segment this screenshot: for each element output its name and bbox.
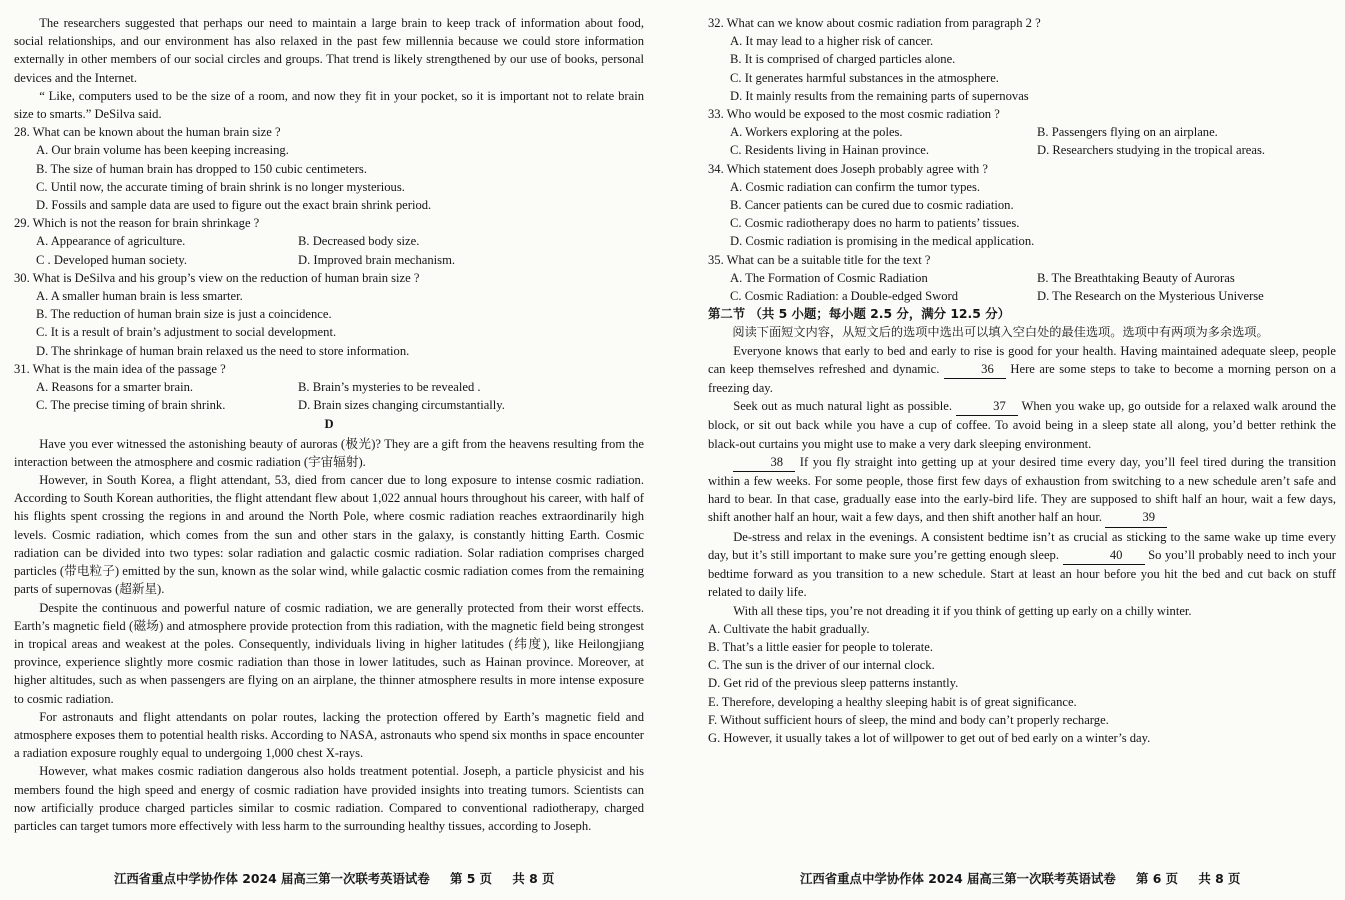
choice-c: C. The sun is the driver of our internal clock.: [708, 658, 935, 673]
passage-letter: D: [324, 417, 334, 432]
exam-title: 江西省重点中学协作体 2024 届高三第一次联考英语试卷: [800, 871, 1116, 886]
question-31: [14, 360, 644, 415]
option-d: D. The shrinkage of human brain relaxed us the need to store information.: [36, 343, 410, 358]
question-stem: 29. Which is not the reason for brain shrinkage ?: [14, 216, 260, 231]
question-stem: 31. What is the main idea of the passage ?: [14, 361, 226, 376]
footer-left: [114, 870, 570, 888]
cloze-paragraph-5: With all these tips, you’re not dreading it if you think of getting up early on a chilly winter.: [733, 603, 1192, 618]
option-b: B. Brain’s mysteries to be revealed .: [298, 380, 481, 395]
cloze-text: When you wake up, go outside for a relaxed walk around the block, or sit out back while you have a cup of coffee. To avoid being in a sleep state all along, you’d better rethink the black-out curtains you might use to make a very dark sleeping environment.: [708, 399, 1337, 451]
cloze-text: So you’ll probably need to inch your bedtime forward as you transition to a new schedule. Start at least an hour before you hit the bed and cut back on stuff related to daily life.: [708, 547, 1336, 600]
footer-right: [800, 870, 1256, 888]
option-b: B. The size of human brain has dropped to 150 cubic centimeters.: [36, 161, 367, 176]
option-c: C. Until now, the accurate timing of brain shrink is no longer mysterious.: [36, 179, 405, 194]
question-33: [708, 105, 1336, 160]
option-d: D. The Research on the Mysterious Universe: [1037, 289, 1264, 304]
option-d: D. Brain sizes changing circumstantially.: [298, 398, 505, 413]
passage-d-paragraph: Despite the continuous and powerful nature of cosmic radiation, we are generally protected from their worst effects. Earth’s magnetic field (磁场) and atmosphere provide protection from this radiation, with the magnetic field being strongest in tropical areas and weakest at the poles. Consequently, individuals living in higher latitudes (纬度), like Heilongjiang province, experience slightly more cosmic radiation than those in lower latitudes, such as Hainan province. Moreover, at higher altitudes, such as when passengers are flying on an airplane, the thinner atmosphere results in more intense exposure to cosmic radiation.: [14, 600, 644, 706]
question-stem: 28. What can be known about the human brain size ?: [14, 125, 281, 140]
option-a: A. Our brain volume has been keeping increasing.: [36, 143, 289, 158]
blank-40: 40: [1063, 546, 1145, 565]
question-35: [708, 251, 1336, 306]
option-a: A. A smaller human brain is less smarter.: [36, 289, 243, 304]
cloze-text: If you fly straight into getting up at your desired time every day, you’ll feel tired during the transition within a few weeks. For some people, those first few days of exhaustion from switching to a new schedule aren’t safe and hard to bear. In that case, gradually ease into the early-bird life. They are supposed to shift half an hour, wait a few days, shift another half an hour, wait a few days, and then shift another half an hour.: [708, 454, 1337, 525]
option-c: C. It is a result of brain’s adjustment to social development.: [36, 325, 337, 340]
question-29: [14, 214, 644, 269]
question-28: [14, 123, 644, 214]
option-a: A. Workers exploring at the poles.: [730, 125, 903, 140]
cloze-text: Here are some steps to take to become a morning person on a freezing day.: [708, 361, 1336, 396]
option-a: A. It may lead to a higher risk of cancer.: [730, 34, 934, 49]
page-total: 共 8 页: [512, 871, 555, 886]
option-d: D. Researchers studying in the tropical areas.: [1037, 143, 1266, 158]
passage-d-paragraph: However, what makes cosmic radiation dangerous also holds treatment potential. Joseph, a particle physicist and his members found the high speed and energy of cosmic radiation have provided insights into treating tumors. Scientists can now artificially produce charged particles similar to cosmic radiation. Compared to conventional radiotherapy, charged particles can target tumors more effectively with less harm to the surrounding healthy tissues, according to Joseph.: [14, 764, 644, 833]
intro-paragraph-1: The researchers suggested that perhaps our need to maintain a large brain to keep track of information about food, social relationships, and our environment has also relaxed in the past few millennia because we could store information externally in other members of our social circles and groups. That trend is likely strengthened by our use of books, personal devices and the Internet.: [14, 16, 644, 85]
option-b: B. The Breathtaking Beauty of Auroras: [1037, 270, 1235, 285]
option-a: A. Cosmic radiation can confirm the tumor types.: [730, 179, 981, 194]
option-d: D. It mainly results from the remaining parts of supernovas: [730, 88, 1029, 103]
exam-title: 江西省重点中学协作体 2024 届高三第一次联考英语试卷: [114, 871, 430, 886]
option-c: C. Residents living in Hainan province.: [730, 143, 930, 158]
choice-a: A. Cultivate the habit gradually.: [708, 621, 870, 636]
option-c: C. Cosmic Radiation: a Double-edged Sword: [730, 289, 959, 304]
option-d: D. Cosmic radiation is promising in the medical application.: [730, 234, 1035, 249]
section-instruction: 阅读下面短文内容，从短文后的选项中选出可以填入空白处的最佳选项。选项中有两项为多余选项。: [732, 325, 1269, 340]
passage-d-paragraph: However, in South Korea, a flight attendant, 53, died from cancer due to long exposure to intense cosmic radiation. According to South Korean authorities, the flight attendant flew about 1,022 annual hours throughout his career, with half of his flights spent crossing the regions in and around the North Pole, where cosmic radiation reaches extraordinarily high levels. Cosmic radiation, which comes from the sun and other stars in the galaxy, is constantly hitting Earth. Cosmic radiation can be divided into two types: solar radiation and galactic cosmic radiation. Solar radiation comprises charged particles (带电粒子) emitted by the sun, known as the solar wind, while galactic cosmic radiation comes from the remaining parts of supernovas (超新星).: [14, 473, 644, 597]
cloze-text: Seek out as much natural light as possible.: [733, 399, 953, 414]
passage-d-paragraph: Have you ever witnessed the astonishing beauty of auroras (极光)? They are a gift from the heavens resulting from the interaction between the atmosphere and cosmic radiation (宇宙辐射).: [14, 436, 644, 469]
right-page: [708, 14, 1336, 747]
option-a: A. Appearance of agriculture.: [36, 234, 186, 249]
blank-39: 39: [1105, 508, 1167, 527]
option-a: A. The Formation of Cosmic Radiation: [730, 270, 928, 285]
cloze-paragraph-1: [708, 342, 1336, 398]
option-c: C. Cosmic radiotherapy does no harm to patients’ tissues.: [730, 216, 1020, 231]
option-a: A. Reasons for a smarter brain.: [36, 380, 194, 395]
option-b: B. Passengers flying on an airplane.: [1037, 125, 1218, 140]
choice-b: B. That’s a little easier for people to tolerate.: [708, 639, 933, 654]
cloze-paragraph-2: [708, 397, 1336, 453]
intro-paragraph-2: “ Like, computers used to be the size of a room, and now they fit in your pocket, so it is important not to relate brain size to smarts.” DeSilva said.: [14, 88, 644, 122]
cloze-text: De-stress and relax in the evenings. A consistent bedtime isn’t as crucial as sticking to the same wake up time every day, but it’s still important to make sure you’re getting enough sleep.: [708, 529, 1336, 562]
page-number: 第 5 页: [450, 871, 493, 886]
option-d: D. Improved brain mechanism.: [298, 252, 456, 267]
section-heading: 第二节 （共 5 小题；每小题 2.5 分，满分 12.5 分）: [708, 306, 1010, 322]
blank-38: 38: [733, 453, 795, 472]
left-page: [14, 14, 644, 835]
question-stem: 34. Which statement does Joseph probably agree with ?: [708, 161, 988, 176]
choice-list: [708, 620, 1336, 747]
cloze-text: Everyone knows that early to bed and early to rise is good for your health. Having maintained adequate sleep, people can keep themselves refreshed and dynamic.: [708, 343, 1336, 376]
choice-e: E. Therefore, developing a healthy sleeping habit is of great significance.: [708, 694, 1077, 709]
option-b: B. Decreased body size.: [298, 234, 420, 249]
option-b: B. It is comprised of charged particles alone.: [730, 52, 956, 67]
option-b: B. Cancer patients can be cured due to cosmic radiation.: [730, 198, 1014, 213]
blank-37: 37: [956, 397, 1018, 416]
option-c: C. It generates harmful substances in the atmosphere.: [730, 70, 999, 85]
option-c: C. The precise timing of brain shrink.: [36, 398, 226, 413]
choice-f: F. Without sufficient hours of sleep, the mind and body can’t properly recharge.: [708, 712, 1109, 727]
passage-d-paragraph: For astronauts and flight attendants on polar routes, lacking the protection offered by Earth’s magnetic field and atmosphere exposes them to potential health risks. According to NASA, astronauts who spend six months in space encounter a radiation exposure roughly equal to undergoing 1,000 chest X-rays.: [14, 709, 644, 761]
choice-d: D. Get rid of the previous sleep patterns instantly.: [708, 676, 959, 691]
question-34: [708, 160, 1336, 251]
question-stem: 30. What is DeSilva and his group’s view on the reduction of human brain size ?: [14, 270, 420, 285]
question-30: [14, 269, 644, 360]
option-c: C . Developed human society.: [36, 252, 187, 267]
page-total: 共 8 页: [1198, 871, 1241, 886]
cloze-paragraph-3: [708, 453, 1336, 528]
question-stem: 35. What can be a suitable title for the text ?: [708, 252, 931, 267]
question-stem: 32. What can we know about cosmic radiation from paragraph 2 ?: [708, 16, 1041, 30]
blank-36: 36: [944, 360, 1006, 379]
question-stem: 33. Who would be exposed to the most cosmic radiation ?: [708, 107, 1000, 122]
option-d: D. Fossils and sample data are used to figure out the exact brain shrink period.: [36, 198, 432, 213]
page-number: 第 6 页: [1136, 871, 1179, 886]
option-b: B. The reduction of human brain size is just a coincidence.: [36, 307, 332, 322]
cloze-paragraph-4: [708, 528, 1336, 602]
choice-g: G. However, it usually takes a lot of willpower to get out of bed early on a winter’s day.: [708, 730, 1151, 745]
question-32: [708, 14, 1336, 105]
